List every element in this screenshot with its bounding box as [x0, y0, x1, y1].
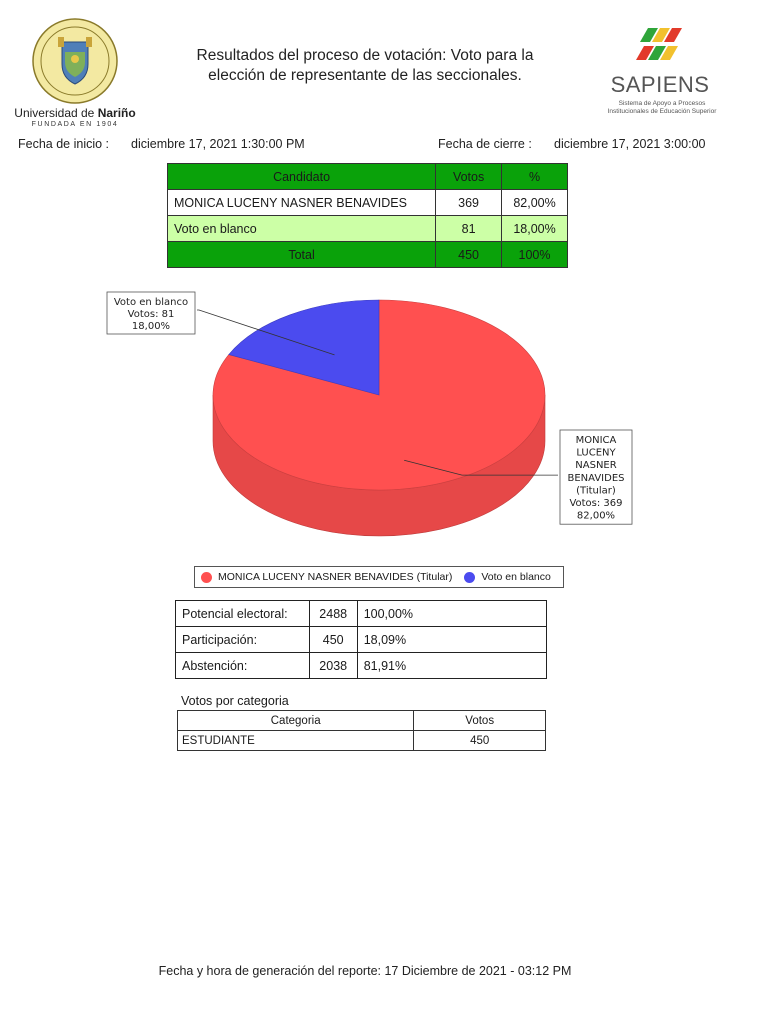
participation-value: 2488 [309, 601, 357, 627]
callout-text: 18,00% [131, 321, 171, 332]
table-row [178, 731, 546, 751]
header-percent: % [502, 164, 568, 190]
candidate-percent: 18,00% [502, 216, 568, 242]
pie-layer [213, 300, 545, 536]
legend-label: Voto en blanco [481, 571, 551, 583]
callout-text: Votos: 81 [127, 309, 175, 320]
results-table [167, 163, 568, 268]
sapiens-name: SAPIENS [610, 72, 710, 97]
participation-percent: 100,00% [357, 601, 546, 627]
sapiens-logo [598, 24, 728, 124]
candidate-votes: 369 [436, 190, 502, 216]
university-seal-icon [32, 18, 118, 104]
header-category: Categoria [178, 711, 414, 731]
participation-value: 450 [309, 627, 357, 653]
table-row [176, 601, 547, 627]
university-name: Universidad de Nariño [14, 106, 136, 120]
report-title-line-1: Resultados del proceso de votación: Voto para la [196, 47, 534, 64]
results-total-row [168, 242, 568, 268]
vote-pie-chart [0, 285, 768, 560]
start-date-label: Fecha de inicio : [18, 137, 110, 151]
category-votes: 450 [414, 731, 546, 751]
table-row [176, 627, 547, 653]
end-date-value: diciembre 17, 2021 3:00:00 [554, 137, 706, 151]
participation-label: Participación: [176, 627, 310, 653]
table-row [176, 653, 547, 679]
participation-percent: 18,09% [357, 627, 546, 653]
header-candidate: Candidato [168, 164, 436, 190]
callout-text: LUCENY [576, 447, 616, 459]
total-percent: 100% [502, 242, 568, 268]
report-title [160, 46, 570, 86]
legend-swatch [464, 572, 475, 583]
category-header-row [178, 711, 546, 731]
results-header-row [168, 164, 568, 190]
callout-text: Voto en blanco [113, 297, 189, 308]
callout-text: BENAVIDES [567, 472, 625, 484]
report-generated-timestamp: Fecha y hora de generación del reporte: 17 Diciembre de 2021 - 03:12 PM [158, 964, 572, 978]
sapiens-subtitle: Sistema de Apoyo a Procesos Institucionales de Educación Superior [607, 100, 717, 115]
legend-item [201, 571, 452, 583]
candidate-votes: 81 [436, 216, 502, 242]
table-row [168, 216, 568, 242]
participation-value: 2038 [309, 653, 357, 679]
legend-swatch [201, 572, 212, 583]
callout-text: Votos: 369 [569, 498, 623, 509]
start-date-value: diciembre 17, 2021 1:30:00 PM [131, 137, 305, 151]
header-votes: Votos [436, 164, 502, 190]
participation-label: Abstención: [176, 653, 310, 679]
participation-table [175, 600, 547, 679]
callout-text: MONICA [575, 435, 617, 446]
end-date-label: Fecha de cierre : [438, 137, 532, 151]
category-table [177, 710, 546, 751]
sapiens-mark-icon [634, 24, 684, 70]
report-title-line-2: elección de representante de las seccionales. [208, 67, 522, 84]
university-founded: FUNDADA EN 1904 [31, 121, 119, 128]
callout-text: 82,00% [576, 510, 616, 522]
total-label: Total [168, 242, 436, 268]
callout-text: NASNER [575, 460, 617, 472]
total-votes: 450 [436, 242, 502, 268]
legend-label: MONICA LUCENY NASNER BENAVIDES (Titular) [218, 571, 453, 583]
chart-legend [194, 566, 564, 588]
candidate-percent: 82,00% [502, 190, 568, 216]
callout-text: (Titular) [576, 485, 616, 497]
legend-item [464, 571, 550, 583]
table-row [168, 190, 568, 216]
candidate-name: Voto en blanco [168, 216, 436, 242]
university-logo [10, 18, 140, 130]
participation-percent: 81,91% [357, 653, 546, 679]
participation-label: Potencial electoral: [176, 601, 310, 627]
category-section-title: Votos por categoria [181, 694, 289, 708]
header-category-votes: Votos [414, 711, 546, 731]
category-name: ESTUDIANTE [178, 731, 414, 751]
candidate-name: MONICA LUCENY NASNER BENAVIDES [168, 190, 436, 216]
